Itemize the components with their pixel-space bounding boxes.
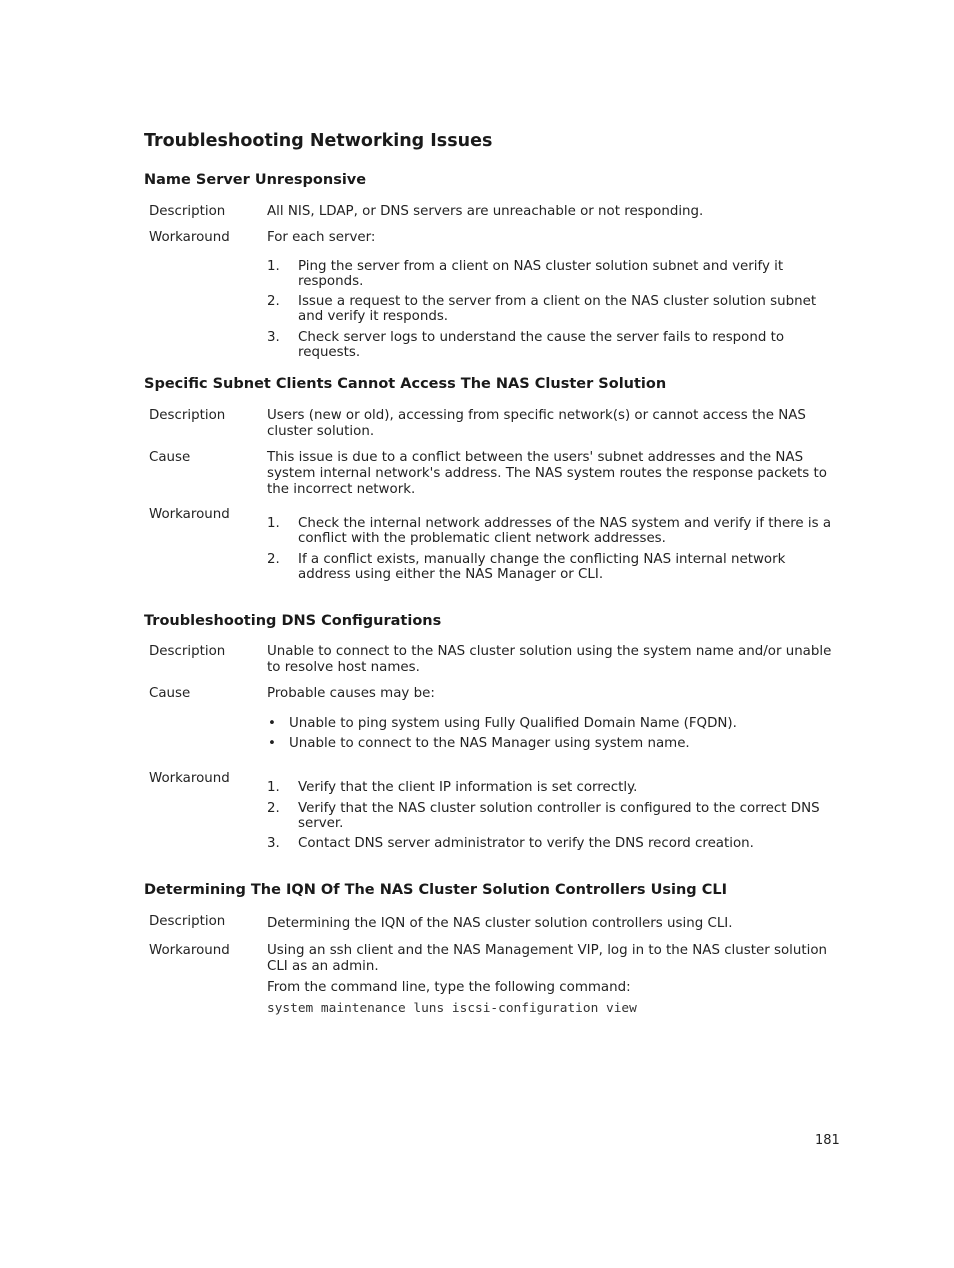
section-heading-dns: Troubleshooting DNS Configurations [144, 613, 442, 629]
workaround-label: Workaround [149, 771, 230, 786]
cause-text: Probable causes may be: [267, 686, 435, 701]
step-text: Check the internal network addresses of the NAS system and verify if there is a conflict with the problematic client network addresses. [298, 516, 832, 547]
description-text: All NIS, LDAP, or DNS servers are unreachable or not responding. [267, 204, 704, 219]
description-text: Determining the IQN of the NAS cluster solution controllers using CLI. [267, 916, 733, 931]
page-title: Troubleshooting Networking Issues [144, 131, 493, 151]
page-number: 181 [815, 1133, 840, 1148]
description-label: Description [149, 408, 226, 423]
step-number: 1. [267, 516, 280, 531]
step-number: 1. [267, 259, 280, 274]
step-text: If a conflict exists, manually change the conflicting NAS internal network address using either the NAS Manager or CLI. [298, 552, 786, 583]
description-text: Unable to connect to the NAS cluster solution using the system name and/or unable to resolve host names. [267, 644, 832, 675]
bullet-text: Unable to connect to the NAS Manager using system name. [289, 736, 690, 751]
command-intro: From the command line, type the following command: [267, 980, 631, 995]
description-label: Description [149, 644, 226, 659]
step-number: 2. [267, 552, 280, 567]
step-text: Verify that the client IP information is set correctly. [298, 780, 638, 795]
bullet-text: Unable to ping system using Fully Qualified Domain Name (FQDN). [289, 716, 737, 731]
step-text: Check server logs to understand the cause the server fails to respond to requests. [298, 330, 785, 361]
step-text: Ping the server from a client on NAS cluster solution subnet and verify it responds. [298, 259, 784, 290]
cause-text: This issue is due to a conflict between the users' subnet addresses and the NAS system internal network's address. The NAS system routes the response packets to the incorrect network. [267, 450, 827, 497]
workaround-intro: For each server: [267, 230, 376, 245]
step-text: Verify that the NAS cluster solution controller is configured to the correct DNS server. [298, 801, 820, 832]
step-number: 2. [267, 294, 280, 309]
bullet-icon: • [268, 716, 276, 731]
description-label: Description [149, 204, 226, 219]
section-heading-subnet-clients: Specific Subnet Clients Cannot Access The NAS Cluster Solution [144, 376, 667, 392]
workaround-label: Workaround [149, 943, 230, 958]
bullet-icon: • [268, 736, 276, 751]
cause-label: Cause [149, 450, 191, 465]
step-number: 2. [267, 801, 280, 816]
step-text: Issue a request to the server from a client on the NAS cluster solution subnet and verify it responds. [298, 294, 817, 325]
workaround-text: Using an ssh client and the NAS Management VIP, log in to the NAS cluster solution CLI as an admin. [267, 943, 828, 974]
description-text: Users (new or old), accessing from specific network(s) or cannot access the NAS cluster solution. [267, 408, 806, 439]
step-number: 1. [267, 780, 280, 795]
workaround-label: Workaround [149, 230, 230, 245]
step-text: Contact DNS server administrator to verify the DNS record creation. [298, 836, 754, 851]
section-heading-iqn: Determining The IQN Of The NAS Cluster Solution Controllers Using CLI [144, 882, 727, 898]
cause-label: Cause [149, 686, 191, 701]
step-number: 3. [267, 836, 280, 851]
description-label: Description [149, 914, 226, 929]
section-heading-name-server: Name Server Unresponsive [144, 172, 367, 188]
step-number: 3. [267, 330, 280, 345]
workaround-label: Workaround [149, 507, 230, 522]
cli-command: system maintenance luns iscsi-configuration view [267, 1001, 637, 1016]
